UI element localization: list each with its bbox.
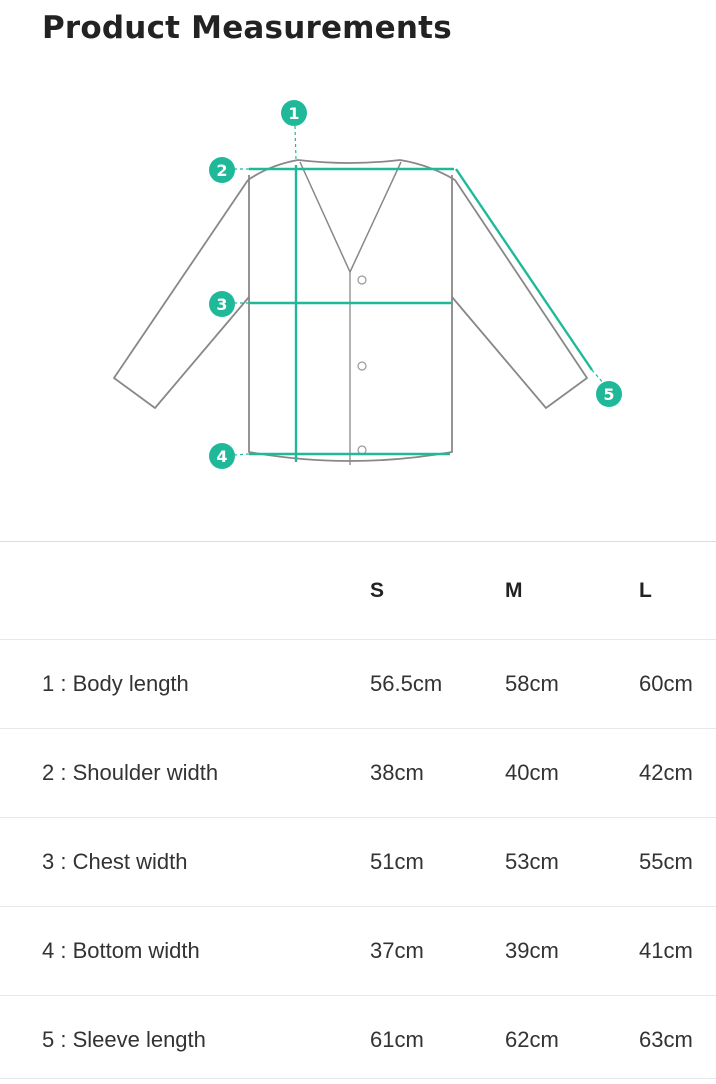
svg-text:4: 4 (216, 447, 227, 466)
svg-text:2: 2 (216, 161, 227, 180)
measurement-label: 3 : Chest width (0, 818, 370, 907)
measurement-label: 4 : Bottom width (0, 907, 370, 996)
value-m: 62cm (505, 996, 639, 1084)
marker-3 (209, 291, 235, 317)
value-s: 37cm (370, 907, 505, 996)
value-s: 51cm (370, 818, 505, 907)
measurement-label: 2 : Shoulder width (0, 729, 370, 818)
table-row (0, 818, 716, 907)
value-m: 39cm (505, 907, 639, 996)
size-header-l: L (639, 542, 716, 640)
table-row (0, 996, 716, 1084)
cardigan-outline (114, 160, 587, 465)
marker-1 (281, 100, 307, 126)
value-l: 60cm (639, 640, 716, 729)
value-m: 40cm (505, 729, 639, 818)
svg-text:3: 3 (216, 295, 227, 314)
value-s: 56.5cm (370, 640, 505, 729)
value-l: 55cm (639, 818, 716, 907)
size-header-s: S (370, 542, 505, 640)
value-s: 38cm (370, 729, 505, 818)
svg-text:5: 5 (603, 385, 614, 404)
table-bottom-divider (0, 1078, 716, 1079)
marker-5 (596, 381, 622, 407)
value-m: 58cm (505, 640, 639, 729)
measurement-label: 1 : Body length (0, 640, 370, 729)
size-header-row (0, 542, 716, 640)
value-l: 41cm (639, 907, 716, 996)
sleeve-length-line (456, 169, 592, 370)
size-header-m: M (505, 542, 639, 640)
value-l: 63cm (639, 996, 716, 1084)
table-row (0, 729, 716, 818)
table-row (0, 907, 716, 996)
table-row (0, 640, 716, 729)
value-s: 61cm (370, 996, 505, 1084)
measurement-label: 5 : Sleeve length (0, 996, 370, 1084)
header-spacer (0, 542, 370, 640)
value-m: 53cm (505, 818, 639, 907)
measurement-lines (249, 165, 592, 462)
svg-text:1: 1 (288, 104, 299, 123)
size-table (0, 541, 716, 1084)
cardigan-measurement-diagram (0, 80, 716, 500)
marker-2 (209, 157, 235, 183)
marker-4 (209, 443, 235, 469)
value-l: 42cm (639, 729, 716, 818)
page-title: Product Measurements (42, 10, 452, 46)
